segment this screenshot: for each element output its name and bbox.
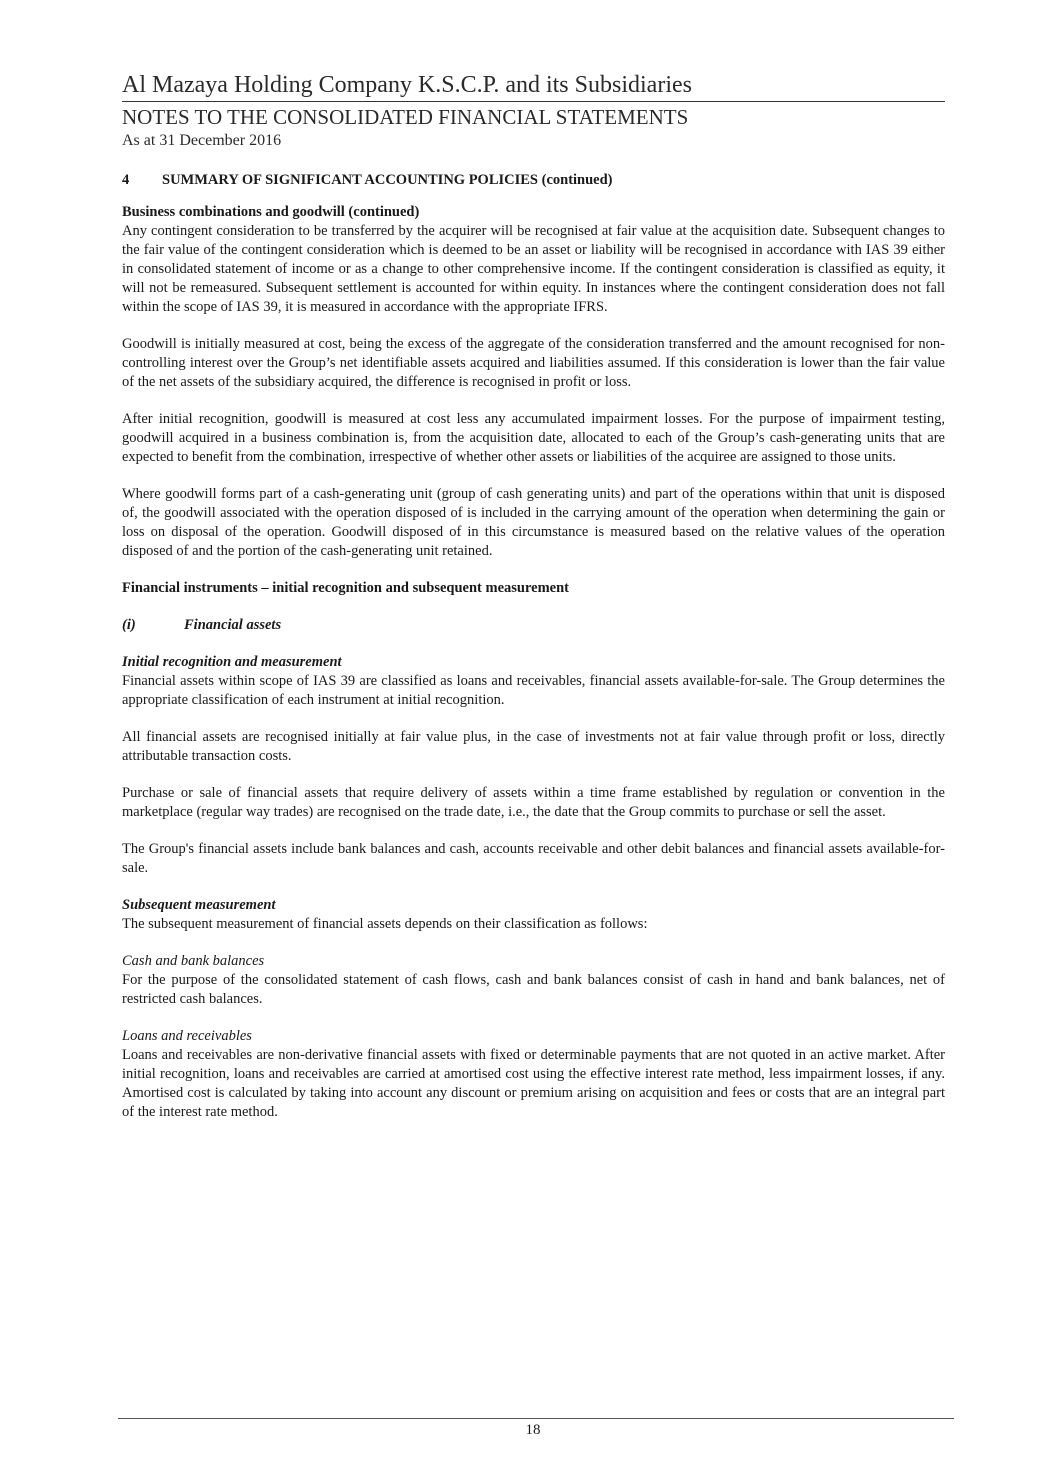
footer-rule <box>118 1418 954 1419</box>
page-number: 18 <box>525 1422 541 1438</box>
notes-title: NOTES TO THE CONSOLIDATED FINANCIAL STATEMENTS <box>122 105 689 129</box>
subheading-title: Financial assets <box>184 617 282 633</box>
paragraph: The subsequent measurement of financial assets depends on their classification as follows: <box>122 916 648 932</box>
paragraph: For the purpose of the consolidated statement of cash flows, cash and bank balances consist of cash in hand and bank balances, net of restricted cash balances. <box>122 972 945 1007</box>
paragraph: Any contingent consideration to be transferred by the acquirer will be recognised at fair value at the acquisition date. Subsequent changes to the fair value of the contingent consideration which is deemed to be an asset or liability will be recognised in accordance with IAS 39 either in consolidated statement of income or as a change to other comprehensive income. If the contingent consideration is classified as equity, it will not be remeasured. Subsequent settlement is accounted for within equity. In instances where the contingent consideration does not fall within the scope of IAS 39, it is measured in accordance with the appropriate IFRS. <box>122 223 945 315</box>
section-number: 4 <box>122 172 130 188</box>
paragraph: All financial assets are recognised initially at fair value plus, in the case of investments not at fair value through profit or loss, directly attributable transaction costs. <box>122 729 945 764</box>
business-combinations-heading: Business combinations and goodwill (continued) <box>122 204 420 220</box>
report-date: As at 31 December 2016 <box>122 132 282 149</box>
subsequent-measurement-heading: Subsequent measurement <box>122 897 276 913</box>
paragraph: Goodwill is initially measured at cost, being the excess of the aggregate of the consideration transferred and the amount recognised for non-controlling interest over the Group’s net identifiable assets acquired and liabilities assumed. If this consideration is lower than the fair value of the net assets of the subsidiary acquired, the difference is recognised in profit or loss. <box>122 336 945 390</box>
section-heading <box>122 169 945 191</box>
paragraph: The Group's financial assets include bank balances and cash, accounts receivable and other debit balances and financial assets available-for-sale. <box>122 841 945 876</box>
loans-receivables-heading: Loans and receivables <box>122 1028 252 1044</box>
document-page <box>122 70 945 1122</box>
cash-bank-heading: Cash and bank balances <box>122 953 265 969</box>
company-name: Al Mazaya Holding Company K.S.C.P. and its Subsidiaries <box>122 72 692 98</box>
header-rule <box>122 101 945 102</box>
subheading-number: (i) <box>122 617 136 633</box>
paragraph: After initial recognition, goodwill is measured at cost less any accumulated impairment losses. For the purpose of impairment testing, goodwill acquired in a business combination is, from the acquisition date, allocated to each of the Group’s cash-generating units that are expected to benefit from the combination, irrespective of whether other assets or liabilities of the acquiree are assigned to those units. <box>122 411 945 465</box>
paragraph: Where goodwill forms part of a cash-generating unit (group of cash generating units) and part of the operations within that unit is disposed of, the goodwill associated with the operation disposed of is included in the carrying amount of the operation when determining the gain or loss on disposal of the operation. Goodwill disposed of in this circumstance is measured based on the relative values of the operation disposed of and the portion of the cash-generating unit retained. <box>122 486 945 559</box>
initial-recognition-heading: Initial recognition and measurement <box>122 654 342 670</box>
financial-instruments-heading: Financial instruments – initial recognition and subsequent measurement <box>122 580 569 596</box>
paragraph: Financial assets within scope of IAS 39 are classified as loans and receivables, financial assets available-for-sale. The Group determines the appropriate classification of each instrument at initial recognition. <box>122 673 945 708</box>
paragraph: Purchase or sale of financial assets that require delivery of assets within a time frame established by regulation or convention in the marketplace (regular way trades) are recognised on the trade date, i.e., the date that the Group commits to purchase or sell the asset. <box>122 785 945 820</box>
section-title: SUMMARY OF SIGNIFICANT ACCOUNTING POLICIES (continued) <box>162 172 613 188</box>
financial-assets-subheading <box>122 616 945 635</box>
paragraph: Loans and receivables are non-derivative financial assets with fixed or determinable payments that are not quoted in an active market. After initial recognition, loans and receivables are carried at amortised cost using the effective interest rate method, less impairment losses, if any. Amortised cost is calculated by taking into account any discount or premium arising on acquisition and fees or costs that are an integral part of the interest rate method. <box>122 1047 945 1120</box>
